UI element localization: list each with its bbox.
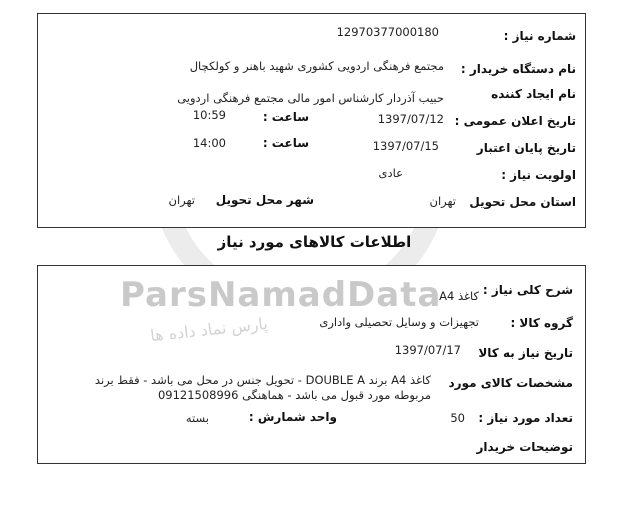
need-date-value: 1397/07/17 — [394, 343, 461, 357]
deadline-label: تاریخ پایان اعتبار — [476, 141, 576, 155]
group-value: تجهیزات و وسایل تحصیلی واداری — [319, 315, 479, 329]
buyer-label: نام دستگاه خریدار : — [460, 62, 576, 76]
deadline-time-label: ساعت : — [262, 136, 309, 150]
buyer-name: مجتمع فرهنگی اردویی کشوری شهید باهنر و کولکچال — [189, 59, 444, 73]
buyer-notes-label: توضیحات خریدار — [476, 440, 573, 454]
city-label: شهر محل تحویل — [215, 193, 314, 207]
deadline-time: 14:00 — [192, 136, 226, 150]
priority-value: عادی — [378, 166, 403, 180]
specs-line-1: کاغذ A4 برند DOUBLE A - تحویل جنس در محل می باشد - فقط برند — [94, 373, 431, 387]
watermark-tagline: پارس نماد داده ها — [149, 313, 269, 346]
announce-time: 10:59 — [192, 108, 226, 122]
watermark-brand: ParsNamadData — [120, 275, 442, 315]
specs-line-2: مربوطه مورد قبول می باشد - هماهنگی 09121508996 — [157, 388, 431, 402]
specs-label: مشخصات کالای مورد — [448, 376, 573, 390]
summary-label: شرح کلی نیاز : — [482, 283, 573, 297]
group-label: گروه کالا : — [510, 316, 573, 330]
quantity-label: تعداد مورد نیاز : — [478, 411, 573, 425]
priority-label: اولویت نیاز : — [501, 168, 576, 182]
unit-label: واحد شمارش : — [248, 410, 337, 424]
announce-date: 1397/07/12 — [377, 112, 444, 126]
goods-section-title: اطلاعات کالاهای مورد نیاز — [217, 233, 412, 251]
province-label: استان محل تحویل — [469, 195, 576, 209]
city-value: تهران — [168, 193, 195, 207]
deadline-date: 1397/07/15 — [372, 139, 439, 153]
announce-date-label: تاریخ اعلان عمومی : — [454, 114, 576, 128]
need-number-label: شماره نیاز : — [503, 29, 576, 43]
creator-name: حبیب آذردار کارشناس امور مالی مجتمع فرهنگی اردویی — [177, 91, 444, 105]
summary-value: کاغذ A4 — [439, 289, 479, 303]
need-number: 12970377000180 — [336, 25, 439, 39]
announce-time-label: ساعت : — [262, 110, 309, 124]
quantity-value: 50 — [450, 411, 465, 425]
province-value: تهران — [429, 194, 456, 208]
creator-label: نام ایجاد کننده — [491, 87, 576, 101]
need-date-label: تاریخ نیاز به کالا — [478, 346, 573, 360]
unit-value: بسته — [185, 411, 209, 425]
